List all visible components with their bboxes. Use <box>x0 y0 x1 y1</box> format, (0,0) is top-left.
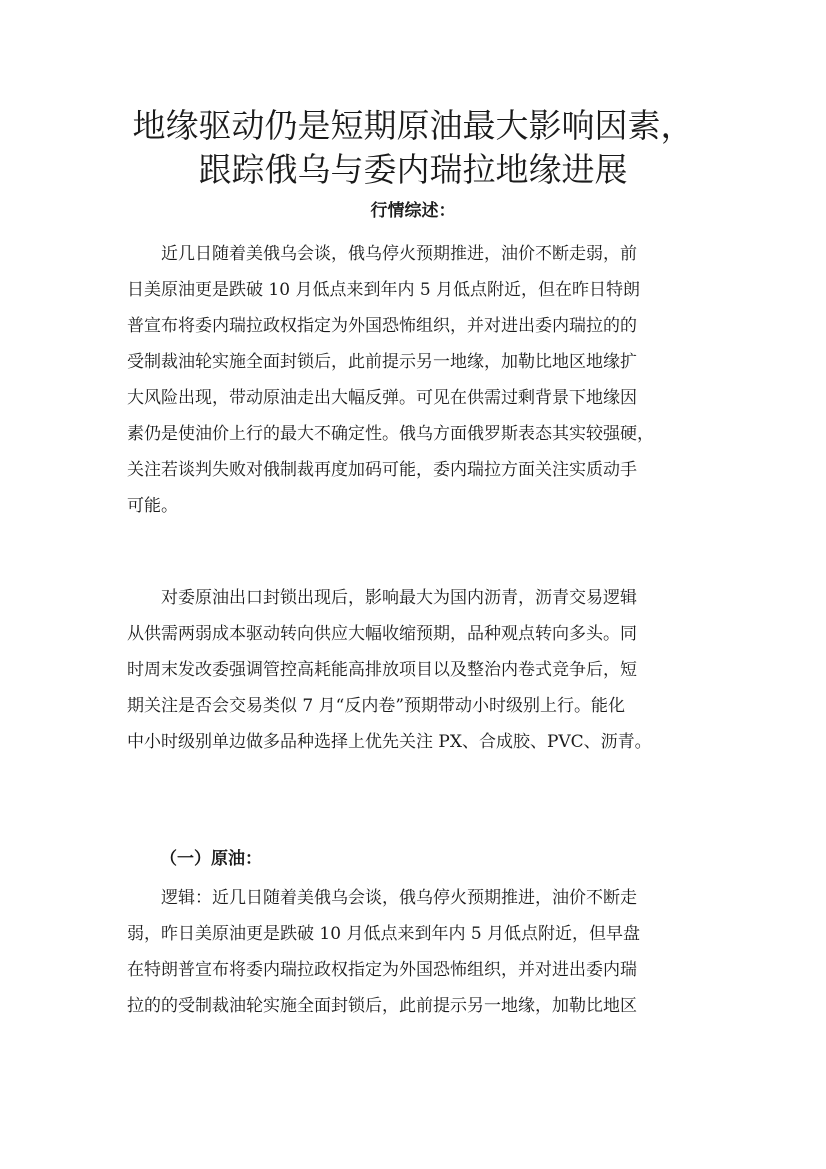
paragraph-line: 逻辑：近几日随着美俄乌会谈，俄乌停火预期推进，油价不断走 <box>127 888 637 908</box>
page-title-line-2: 跟踪俄乌与委内瑞拉地缘进展 <box>198 150 628 189</box>
paragraph-line: 日美原油更是跌破 10 月低点来到年内 5 月低点附近，但在昨日特朗 <box>127 280 641 300</box>
paragraph-line: 从供需两弱成本驱动转向供应大幅收缩预期，品种观点转向多头。同 <box>127 624 637 644</box>
paragraph-line: 可能。 <box>127 496 178 516</box>
paragraph-line: 拉的的受制裁油轮实施全面封锁后，此前提示另一地缘，加勒比地区 <box>127 996 637 1016</box>
section-heading-overview: 行情综述： <box>370 201 456 221</box>
section-heading-crude-oil: （一）原油： <box>160 849 262 869</box>
crude-oil-paragraph <box>127 880 699 1024</box>
paragraph-line: 近几日随着美俄乌会谈，俄乌停火预期推进，油价不断走弱，前 <box>127 244 637 264</box>
overview-paragraph-1 <box>127 236 699 524</box>
paragraph-line: 期关注是否会交易类似 7 月“反内卷”预期带动小时级别上行。能化 <box>127 696 626 716</box>
paragraph-line: 大风险出现，带动原油走出大幅反弹。可见在供需过剩背景下地缘因 <box>127 388 637 408</box>
paragraph-line: 普宣布将委内瑞拉政权指定为外国恐怖组织，并对进出委内瑞拉的的 <box>127 316 637 336</box>
page-title-line-1: 地缘驱动仍是短期原油最大影响因素， <box>132 106 694 145</box>
paragraph-line: 素仍是使油价上行的最大不确定性。俄乌方面俄罗斯表态其实较强硬， <box>127 424 654 444</box>
overview-paragraph-2 <box>127 580 699 760</box>
paragraph-line: 对委原油出口封锁出现后，影响最大为国内沥青，沥青交易逻辑 <box>127 588 637 608</box>
paragraph-line: 关注若谈判失败对俄制裁再度加码可能，委内瑞拉方面关注实质动手 <box>127 460 637 480</box>
paragraph-line: 在特朗普宣布将委内瑞拉政权指定为外国恐怖组织，并对进出委内瑞 <box>127 960 637 980</box>
paragraph-line: 时周末发改委强调管控高耗能高排放项目以及整治内卷式竞争后，短 <box>127 660 637 680</box>
paragraph-line: 受制裁油轮实施全面封锁后，此前提示另一地缘，加勒比地区地缘扩 <box>127 352 637 372</box>
paragraph-line: 弱，昨日美原油更是跌破 10 月低点来到年内 5 月低点附近，但早盘 <box>127 924 641 944</box>
paragraph-line: 中小时级别单边做多品种选择上优先关注 PX、合成胶、PVC、沥青。 <box>127 732 652 752</box>
